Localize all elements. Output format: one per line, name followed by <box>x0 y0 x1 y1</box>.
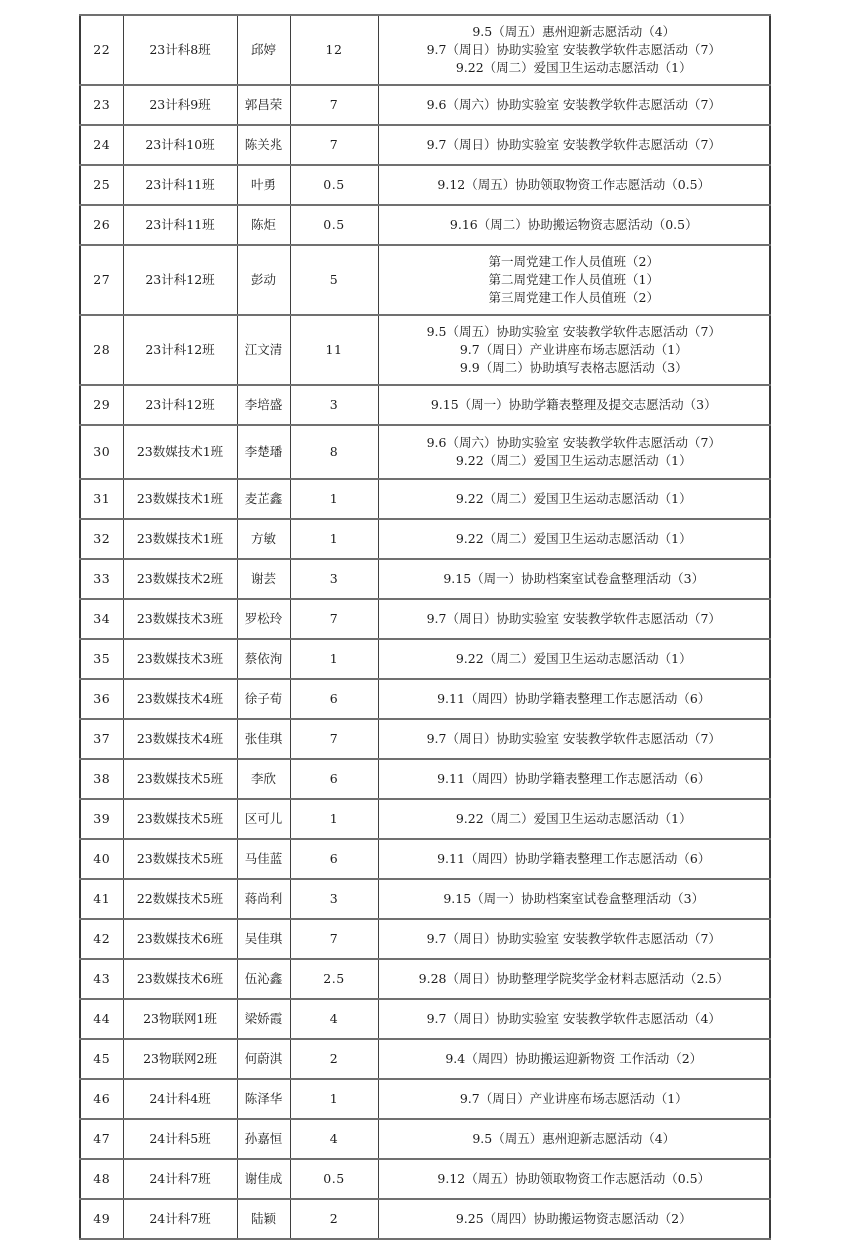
activity-line: 9.5（周五）惠州迎新志愿活动（4） <box>472 1131 676 1146</box>
row-index-cell: 39 <box>80 799 123 839</box>
hours-cell: 1 <box>290 639 378 679</box>
activities-cell <box>378 85 770 125</box>
activity-line: 9.7（周日）协助实验室 安装教学软件志愿活动（7） <box>426 731 721 746</box>
hours-cell: 3 <box>290 385 378 425</box>
activities-cell <box>378 1039 770 1079</box>
table-row <box>80 15 770 85</box>
hours-cell: 0.5 <box>290 165 378 205</box>
document-sheet <box>79 14 769 1240</box>
class-cell: 23计科9班 <box>123 85 237 125</box>
activity-line: 9.22（周二）爱国卫生运动志愿活动（1） <box>455 811 692 826</box>
activity-line: 9.11（周四）协助学籍表整理工作志愿活动（6） <box>437 851 711 866</box>
table-row <box>80 1119 770 1159</box>
row-index-cell: 23 <box>80 85 123 125</box>
activity-line: 9.7（周日）协助实验室 安装教学软件志愿活动（4） <box>426 1011 721 1026</box>
class-cell: 23数媒技术1班 <box>123 425 237 479</box>
activities-cell <box>378 559 770 599</box>
table-row <box>80 839 770 879</box>
name-cell: 马佳蓝 <box>237 839 290 879</box>
class-cell: 23计科11班 <box>123 165 237 205</box>
activities-cell <box>378 999 770 1039</box>
hours-cell: 1 <box>290 479 378 519</box>
name-cell: 孙嘉恒 <box>237 1119 290 1159</box>
table-body <box>80 15 770 1239</box>
name-cell: 邱婷 <box>237 15 290 85</box>
table-row <box>80 759 770 799</box>
name-cell: 区可儿 <box>237 799 290 839</box>
class-cell: 23物联网1班 <box>123 999 237 1039</box>
hours-cell: 4 <box>290 1119 378 1159</box>
activity-line: 9.25（周四）协助搬运物资志愿活动（2） <box>455 1211 692 1226</box>
class-cell: 23数媒技术1班 <box>123 479 237 519</box>
row-index-cell: 33 <box>80 559 123 599</box>
name-cell: 郭昌荣 <box>237 85 290 125</box>
row-index-cell: 47 <box>80 1119 123 1159</box>
activities-cell <box>378 919 770 959</box>
table-row <box>80 1039 770 1079</box>
activity-line: 9.7（周日）协助实验室 安装教学软件志愿活动（7） <box>426 611 721 626</box>
activities-cell <box>378 315 770 385</box>
activities-cell <box>378 639 770 679</box>
name-cell: 谢佳成 <box>237 1159 290 1199</box>
activities-cell <box>378 839 770 879</box>
row-index-cell: 26 <box>80 205 123 245</box>
hours-cell: 2 <box>290 1199 378 1239</box>
hours-cell: 1 <box>290 799 378 839</box>
name-cell: 吴佳琪 <box>237 919 290 959</box>
activities-cell <box>378 1199 770 1239</box>
table-row <box>80 385 770 425</box>
activity-line: 9.22（周二）爱国卫生运动志愿活动（1） <box>455 60 692 75</box>
table-row <box>80 959 770 999</box>
activities-cell <box>378 385 770 425</box>
hours-cell: 1 <box>290 1079 378 1119</box>
hours-cell: 2.5 <box>290 959 378 999</box>
class-cell: 23数媒技术5班 <box>123 839 237 879</box>
activity-line: 9.12（周五）协助领取物资工作志愿活动（0.5） <box>437 1171 711 1186</box>
class-cell: 24计科5班 <box>123 1119 237 1159</box>
activity-line: 9.12（周五）协助领取物资工作志愿活动（0.5） <box>437 177 711 192</box>
class-cell: 23计科12班 <box>123 245 237 315</box>
hours-cell: 12 <box>290 15 378 85</box>
hours-cell: 6 <box>290 679 378 719</box>
name-cell: 叶勇 <box>237 165 290 205</box>
class-cell: 23数媒技术5班 <box>123 759 237 799</box>
hours-cell: 3 <box>290 559 378 599</box>
activity-line: 9.15（周一）协助档案室试卷盒整理活动（3） <box>443 891 705 906</box>
activity-line: 9.4（周四）协助搬运迎新物资 工作活动（2） <box>445 1051 703 1066</box>
class-cell: 23数媒技术3班 <box>123 639 237 679</box>
activities-cell <box>378 125 770 165</box>
table-row <box>80 599 770 639</box>
name-cell: 张佳琪 <box>237 719 290 759</box>
table-row <box>80 165 770 205</box>
hours-cell: 7 <box>290 719 378 759</box>
activity-line: 9.7（周日）产业讲座布场志愿活动（1） <box>459 342 688 357</box>
class-cell: 23计科8班 <box>123 15 237 85</box>
class-cell: 23数媒技术6班 <box>123 919 237 959</box>
activity-line: 第一周党建工作人员值班（2） <box>488 254 659 269</box>
row-index-cell: 36 <box>80 679 123 719</box>
name-cell: 蔡依洵 <box>237 639 290 679</box>
hours-cell: 0.5 <box>290 205 378 245</box>
activity-line: 9.5（周五）惠州迎新志愿活动（4） <box>472 24 676 39</box>
row-index-cell: 41 <box>80 879 123 919</box>
hours-cell: 2 <box>290 1039 378 1079</box>
activities-cell <box>378 15 770 85</box>
activity-line: 9.22（周二）爱国卫生运动志愿活动（1） <box>455 491 692 506</box>
activity-line: 9.28（周日）协助整理学院奖学金材料志愿活动（2.5） <box>418 971 729 986</box>
table-row <box>80 125 770 165</box>
row-index-cell: 28 <box>80 315 123 385</box>
activity-line: 9.7（周日）协助实验室 安装教学软件志愿活动（7） <box>426 137 721 152</box>
activities-cell <box>378 1079 770 1119</box>
class-cell: 23计科11班 <box>123 205 237 245</box>
activities-cell <box>378 205 770 245</box>
class-cell: 23数媒技术4班 <box>123 679 237 719</box>
row-index-cell: 22 <box>80 15 123 85</box>
class-cell: 23数媒技术1班 <box>123 519 237 559</box>
activities-cell <box>378 679 770 719</box>
activity-line: 9.6（周六）协助实验室 安装教学软件志愿活动（7） <box>426 97 721 112</box>
hours-cell: 0.5 <box>290 1159 378 1199</box>
class-cell: 24计科7班 <box>123 1159 237 1199</box>
activities-cell <box>378 425 770 479</box>
class-cell: 23数媒技术6班 <box>123 959 237 999</box>
row-index-cell: 43 <box>80 959 123 999</box>
activity-line: 9.15（周一）协助学籍表整理及提交志愿活动（3） <box>430 397 717 412</box>
table-row <box>80 245 770 315</box>
activities-cell <box>378 599 770 639</box>
table-row <box>80 519 770 559</box>
name-cell: 徐子荀 <box>237 679 290 719</box>
class-cell: 23数媒技术3班 <box>123 599 237 639</box>
hours-cell: 7 <box>290 85 378 125</box>
activity-line: 9.7（周日）协助实验室 安装教学软件志愿活动（7） <box>426 931 721 946</box>
name-cell: 陈炬 <box>237 205 290 245</box>
name-cell: 梁娇霞 <box>237 999 290 1039</box>
hours-cell: 11 <box>290 315 378 385</box>
name-cell: 伍沁鑫 <box>237 959 290 999</box>
activities-cell <box>378 1159 770 1199</box>
table-row <box>80 879 770 919</box>
name-cell: 江文清 <box>237 315 290 385</box>
hours-cell: 6 <box>290 759 378 799</box>
activity-line: 9.22（周二）爱国卫生运动志愿活动（1） <box>455 453 692 468</box>
activity-line: 9.5（周五）协助实验室 安装教学软件志愿活动（7） <box>426 324 721 339</box>
name-cell: 谢芸 <box>237 559 290 599</box>
name-cell: 陈关兆 <box>237 125 290 165</box>
class-cell: 23物联网2班 <box>123 1039 237 1079</box>
class-cell: 22数媒技术5班 <box>123 879 237 919</box>
row-index-cell: 38 <box>80 759 123 799</box>
name-cell: 蒋尚利 <box>237 879 290 919</box>
row-index-cell: 49 <box>80 1199 123 1239</box>
table-row <box>80 315 770 385</box>
name-cell: 麦芷鑫 <box>237 479 290 519</box>
table-row <box>80 679 770 719</box>
hours-cell: 1 <box>290 519 378 559</box>
activity-line: 9.16（周二）协助搬运物资志愿活动（0.5） <box>449 217 698 232</box>
class-cell: 23计科12班 <box>123 315 237 385</box>
hours-cell: 6 <box>290 839 378 879</box>
table-row <box>80 639 770 679</box>
table-row <box>80 559 770 599</box>
table-row <box>80 479 770 519</box>
activity-line: 第二周党建工作人员值班（1） <box>488 272 659 287</box>
name-cell: 李欣 <box>237 759 290 799</box>
name-cell: 陆颖 <box>237 1199 290 1239</box>
hours-cell: 7 <box>290 125 378 165</box>
row-index-cell: 46 <box>80 1079 123 1119</box>
row-index-cell: 35 <box>80 639 123 679</box>
name-cell: 罗松玲 <box>237 599 290 639</box>
hours-cell: 7 <box>290 919 378 959</box>
name-cell: 方敏 <box>237 519 290 559</box>
row-index-cell: 44 <box>80 999 123 1039</box>
activities-cell <box>378 1119 770 1159</box>
table-row <box>80 919 770 959</box>
row-index-cell: 24 <box>80 125 123 165</box>
activity-line: 9.22（周二）爱国卫生运动志愿活动（1） <box>455 651 692 666</box>
hours-cell: 8 <box>290 425 378 479</box>
activities-cell <box>378 879 770 919</box>
name-cell: 李培盛 <box>237 385 290 425</box>
activity-line: 9.11（周四）协助学籍表整理工作志愿活动（6） <box>437 691 711 706</box>
row-index-cell: 25 <box>80 165 123 205</box>
table-row <box>80 425 770 479</box>
hours-cell: 3 <box>290 879 378 919</box>
volunteer-hours-table <box>79 14 771 1240</box>
activities-cell <box>378 719 770 759</box>
table-row <box>80 799 770 839</box>
row-index-cell: 48 <box>80 1159 123 1199</box>
name-cell: 陈泽华 <box>237 1079 290 1119</box>
table-row <box>80 85 770 125</box>
activity-line: 9.15（周一）协助档案室试卷盒整理活动（3） <box>443 571 705 586</box>
activity-line: 9.6（周六）协助实验室 安装教学软件志愿活动（7） <box>426 435 721 450</box>
table-row <box>80 1199 770 1239</box>
activity-line: 第三周党建工作人员值班（2） <box>488 290 659 305</box>
row-index-cell: 40 <box>80 839 123 879</box>
activity-line: 9.11（周四）协助学籍表整理工作志愿活动（6） <box>437 771 711 786</box>
activities-cell <box>378 959 770 999</box>
name-cell: 李楚璠 <box>237 425 290 479</box>
activity-line: 9.9（周二）协助填写表格志愿活动（3） <box>459 360 688 375</box>
table-row <box>80 719 770 759</box>
table-row <box>80 205 770 245</box>
row-index-cell: 32 <box>80 519 123 559</box>
activity-line: 9.22（周二）爱国卫生运动志愿活动（1） <box>455 531 692 546</box>
activities-cell <box>378 245 770 315</box>
table-row <box>80 999 770 1039</box>
table-row <box>80 1079 770 1119</box>
class-cell: 24计科7班 <box>123 1199 237 1239</box>
row-index-cell: 27 <box>80 245 123 315</box>
row-index-cell: 30 <box>80 425 123 479</box>
table-row <box>80 1159 770 1199</box>
activities-cell <box>378 519 770 559</box>
activity-line: 9.7（周日）协助实验室 安装教学软件志愿活动（7） <box>426 42 721 57</box>
activities-cell <box>378 165 770 205</box>
hours-cell: 4 <box>290 999 378 1039</box>
name-cell: 何蔚淇 <box>237 1039 290 1079</box>
class-cell: 24计科4班 <box>123 1079 237 1119</box>
activity-line: 9.7（周日）产业讲座布场志愿活动（1） <box>459 1091 688 1106</box>
hours-cell: 7 <box>290 599 378 639</box>
row-index-cell: 31 <box>80 479 123 519</box>
name-cell: 彭动 <box>237 245 290 315</box>
row-index-cell: 37 <box>80 719 123 759</box>
class-cell: 23数媒技术4班 <box>123 719 237 759</box>
row-index-cell: 42 <box>80 919 123 959</box>
row-index-cell: 34 <box>80 599 123 639</box>
activities-cell <box>378 799 770 839</box>
row-index-cell: 45 <box>80 1039 123 1079</box>
activities-cell <box>378 479 770 519</box>
row-index-cell: 29 <box>80 385 123 425</box>
activities-cell <box>378 759 770 799</box>
class-cell: 23数媒技术5班 <box>123 799 237 839</box>
class-cell: 23计科12班 <box>123 385 237 425</box>
hours-cell: 5 <box>290 245 378 315</box>
class-cell: 23计科10班 <box>123 125 237 165</box>
class-cell: 23数媒技术2班 <box>123 559 237 599</box>
